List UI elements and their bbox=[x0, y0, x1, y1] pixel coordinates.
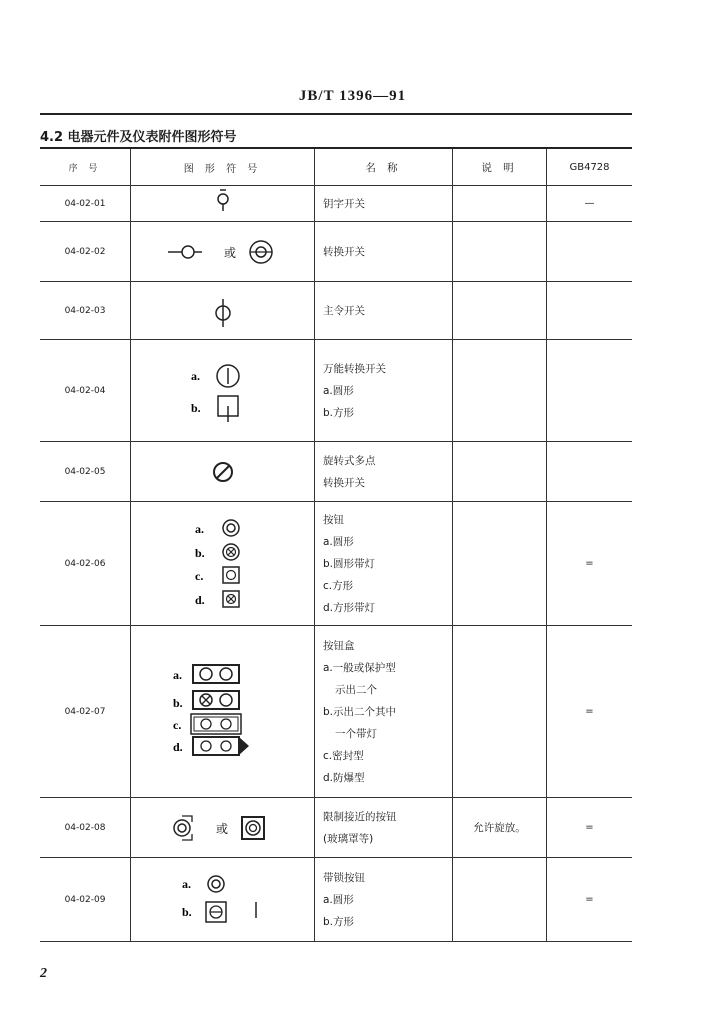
button-box-symbols bbox=[163, 657, 283, 767]
name-line: a.圆形 bbox=[323, 893, 354, 906]
name-line: 转换开关 bbox=[323, 245, 365, 258]
table-header-row bbox=[40, 148, 632, 186]
name-line: d.方形带灯 bbox=[323, 601, 376, 614]
row-serial: 04-02-03 bbox=[40, 282, 131, 340]
name-line: b.方形 bbox=[323, 915, 355, 928]
symbol-cell bbox=[131, 626, 315, 798]
name-line: 按钮盒 bbox=[323, 639, 355, 652]
name-line: d.防爆型 bbox=[323, 771, 365, 784]
gb-cell bbox=[547, 442, 633, 502]
note-cell bbox=[453, 502, 547, 626]
name-line: b.示出二个其中 bbox=[323, 705, 397, 718]
name-line: 限制接近的按钮 bbox=[323, 810, 397, 823]
symbol-cell bbox=[131, 282, 315, 340]
or-word: 或 bbox=[223, 245, 236, 260]
name-line: b.圆形带灯 bbox=[323, 557, 376, 570]
gb-cell: = bbox=[547, 626, 633, 798]
label-b: b. bbox=[181, 904, 192, 919]
symbol-table bbox=[40, 147, 632, 942]
table-row bbox=[40, 340, 632, 442]
table-row bbox=[40, 858, 632, 942]
name-line: (玻璃罩等) bbox=[323, 832, 374, 845]
label-d: d. bbox=[194, 592, 205, 607]
gb-cell bbox=[547, 282, 633, 340]
gb-cell: = bbox=[547, 858, 633, 942]
label-a: a. bbox=[194, 521, 204, 536]
symbol-cell bbox=[131, 798, 315, 858]
note-cell bbox=[453, 626, 547, 798]
table-row bbox=[40, 626, 632, 798]
gb-cell bbox=[547, 222, 633, 282]
gb-cell: — bbox=[547, 186, 633, 222]
universal-switch-symbols bbox=[173, 356, 273, 426]
name-line: 示出二个 bbox=[335, 683, 377, 696]
header-rule bbox=[40, 113, 632, 115]
note-cell bbox=[453, 442, 547, 502]
row-serial: 04-02-05 bbox=[40, 442, 131, 502]
row-serial: 04-02-04 bbox=[40, 340, 131, 442]
name-cell bbox=[315, 502, 453, 626]
label-d: d. bbox=[172, 739, 183, 754]
note-cell: 允许旋放。 bbox=[453, 798, 547, 858]
name-line: 一个带灯 bbox=[335, 727, 377, 740]
name-line: c.方形 bbox=[323, 579, 354, 592]
label-c: c. bbox=[194, 568, 203, 583]
header-gb: GB4728 bbox=[547, 148, 633, 186]
note-cell bbox=[453, 858, 547, 942]
locking-button-symbols bbox=[168, 872, 278, 928]
name-cell bbox=[315, 626, 453, 798]
name-line: 按钮 bbox=[323, 513, 344, 526]
row-serial: 04-02-06 bbox=[40, 502, 131, 626]
label-a: a. bbox=[181, 876, 191, 891]
symbol-cell bbox=[131, 502, 315, 626]
name-line: a.圆形 bbox=[323, 535, 354, 548]
name-cell bbox=[315, 282, 453, 340]
label-a: a. bbox=[172, 667, 182, 682]
name-line: a.圆形 bbox=[323, 384, 354, 397]
symbol-cell bbox=[131, 858, 315, 942]
row-serial: 04-02-02 bbox=[40, 222, 131, 282]
row-serial: 04-02-09 bbox=[40, 858, 131, 942]
symbol-cell bbox=[131, 222, 315, 282]
note-cell bbox=[453, 222, 547, 282]
name-cell bbox=[315, 442, 453, 502]
row-serial: 04-02-01 bbox=[40, 186, 131, 222]
gb-cell bbox=[547, 340, 633, 442]
symbol-cell bbox=[131, 340, 315, 442]
label-b: b. bbox=[190, 400, 201, 415]
name-line: 旋转式多点 bbox=[323, 454, 376, 467]
name-cell bbox=[315, 222, 453, 282]
master-switch-symbol bbox=[203, 291, 243, 331]
name-line: 转换开关 bbox=[323, 476, 365, 489]
table-row bbox=[40, 798, 632, 858]
row-serial: 04-02-08 bbox=[40, 798, 131, 858]
table-row bbox=[40, 502, 632, 626]
note-cell bbox=[453, 282, 547, 340]
symbol-cell bbox=[131, 186, 315, 222]
name-cell bbox=[315, 798, 453, 858]
note-cell bbox=[453, 186, 547, 222]
page-number: 2 bbox=[40, 966, 47, 981]
name-cell bbox=[315, 186, 453, 222]
row-serial: 04-02-07 bbox=[40, 626, 131, 798]
table-row bbox=[40, 186, 632, 222]
label-a: a. bbox=[190, 368, 200, 383]
table-row bbox=[40, 282, 632, 340]
header-symbol: 图 形 符 号 bbox=[131, 148, 315, 186]
symbol-cell bbox=[131, 442, 315, 502]
header-name: 名 称 bbox=[315, 148, 453, 186]
push-button-symbols bbox=[173, 514, 273, 614]
header-serial: 序 号 bbox=[40, 148, 131, 186]
name-line: 带锁按钮 bbox=[323, 871, 365, 884]
note-cell bbox=[453, 340, 547, 442]
name-line: c.密封型 bbox=[323, 749, 364, 762]
transfer-switch-symbol bbox=[158, 232, 288, 272]
name-cell bbox=[315, 340, 453, 442]
key-switch-symbol bbox=[203, 189, 243, 219]
document-header: JB/T 1396—91 bbox=[298, 88, 407, 104]
proximity-limited-button-symbol bbox=[158, 808, 288, 848]
gb-cell: = bbox=[547, 798, 633, 858]
name-line: a.一般或保护型 bbox=[323, 661, 396, 674]
label-b: b. bbox=[172, 695, 183, 710]
gb-cell: = bbox=[547, 502, 633, 626]
name-line: 主令开关 bbox=[323, 304, 365, 317]
name-line: 万能转换开关 bbox=[323, 362, 386, 375]
header-note: 说 明 bbox=[453, 148, 547, 186]
rotary-multipoint-switch-symbol bbox=[203, 452, 243, 492]
label-c: c. bbox=[172, 717, 181, 732]
or-word: 或 bbox=[215, 821, 228, 836]
table-row bbox=[40, 222, 632, 282]
name-line: 钥字开关 bbox=[323, 197, 365, 210]
name-cell bbox=[315, 858, 453, 942]
table-row bbox=[40, 442, 632, 502]
section-title: 4.2 电器元件及仪表附件图形符号 bbox=[40, 130, 237, 145]
label-b: b. bbox=[194, 545, 205, 560]
name-line: b.方形 bbox=[323, 406, 355, 419]
